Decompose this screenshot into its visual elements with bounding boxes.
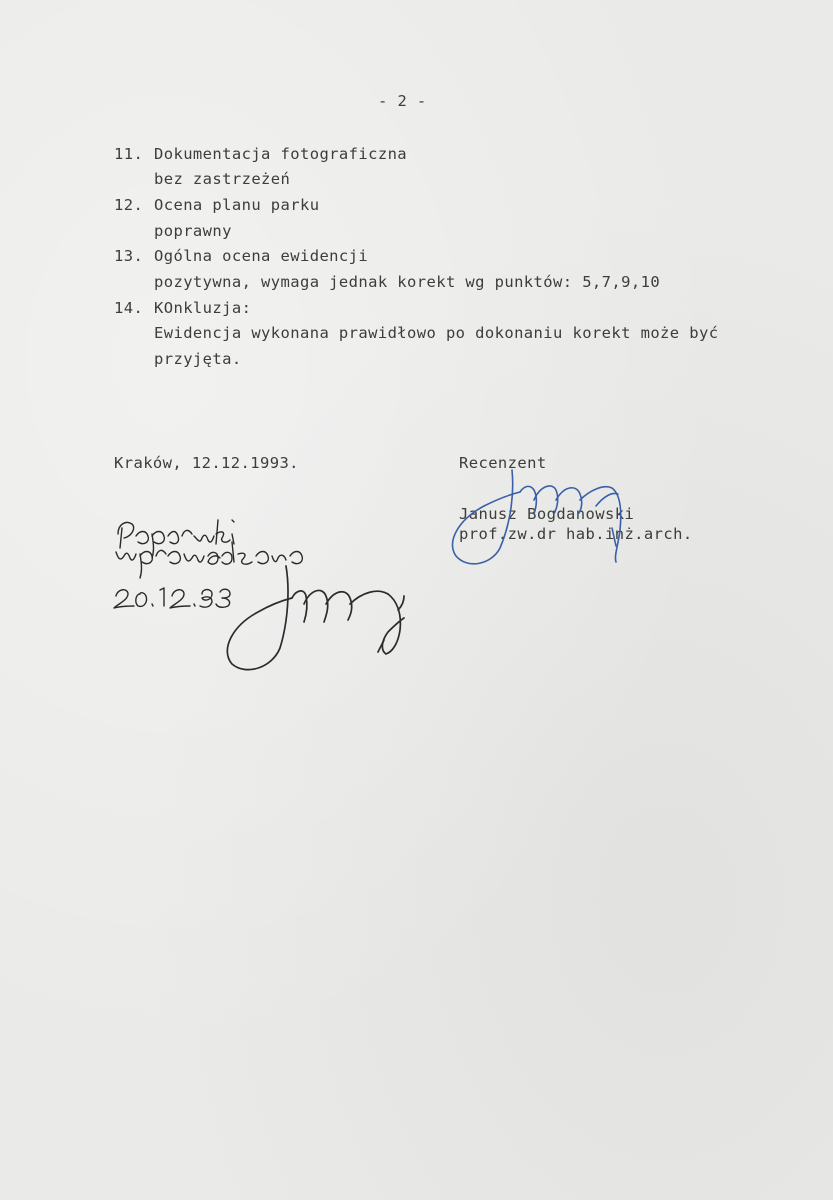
item-title: Ogólna ocena ewidencji bbox=[154, 247, 369, 265]
item-number: 11. bbox=[114, 145, 144, 163]
item-title: Dokumentacja fotograficzna bbox=[154, 145, 408, 163]
item-title: KOnkluzja: bbox=[154, 299, 252, 317]
item-title: Ocena planu parku bbox=[154, 196, 320, 214]
reviewer-title: prof.zw.dr hab.inż.arch. bbox=[459, 525, 693, 543]
item-detail: bez zastrzeżeń bbox=[154, 170, 291, 188]
item-number: 12. bbox=[114, 196, 144, 214]
item-detail: przyjęta. bbox=[154, 350, 242, 368]
item-number: 14. bbox=[114, 299, 144, 317]
place-date: Kraków, 12.12.1993. bbox=[114, 454, 299, 472]
item-number: 13. bbox=[114, 247, 144, 265]
item-detail: pozytywna, wymaga jednak korekt wg punktów: 5,7,9,10 bbox=[154, 273, 661, 291]
page-number: - 2 - bbox=[378, 92, 427, 110]
item-detail: Ewidencja wykonana prawidłowo po dokonaniu korekt może być bbox=[154, 324, 719, 342]
item-detail: poprawny bbox=[154, 222, 232, 240]
reviewer-role: Recenzent bbox=[459, 454, 547, 472]
reviewer-name: Janusz Bogdanowski bbox=[459, 505, 635, 523]
